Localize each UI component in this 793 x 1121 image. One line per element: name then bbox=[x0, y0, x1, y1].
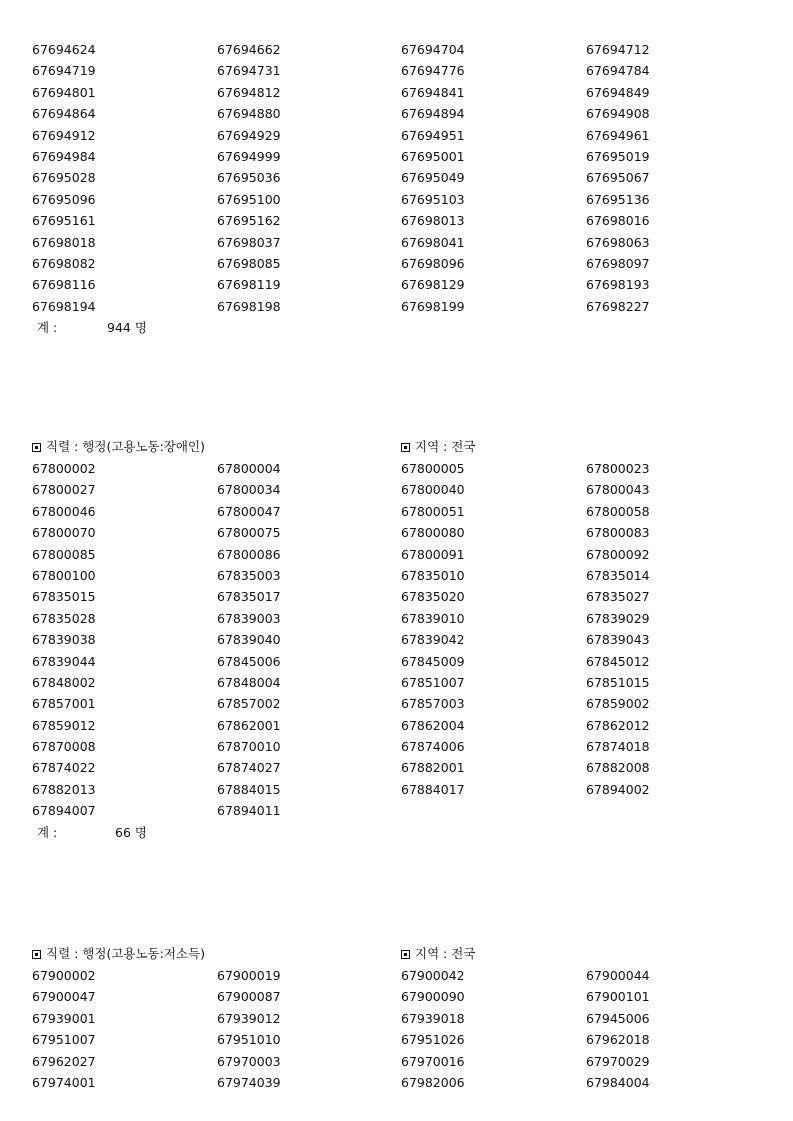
id-cell: 67695136 bbox=[586, 191, 650, 207]
id-cell: 67695162 bbox=[217, 213, 281, 229]
id-cell: 67694662 bbox=[217, 42, 281, 57]
id-row bbox=[32, 779, 772, 800]
series-label: 직렬 : 행정(고용노동:장애인) bbox=[46, 439, 205, 454]
id-cell: 67894011 bbox=[217, 803, 281, 819]
id-cell: 67698013 bbox=[401, 213, 465, 229]
id-cell: 67839010 bbox=[401, 610, 465, 626]
id-cell: 67882013 bbox=[32, 781, 96, 797]
id-cell: 67970029 bbox=[586, 1053, 650, 1069]
id-cell: 67800100 bbox=[32, 567, 96, 583]
id-cell: 67800023 bbox=[586, 461, 650, 476]
id-cell: 67698096 bbox=[401, 255, 465, 271]
id-row bbox=[32, 693, 772, 714]
roster-section-2 bbox=[32, 436, 772, 843]
id-cell: 67900044 bbox=[586, 968, 650, 983]
id-cell: 67695001 bbox=[401, 148, 465, 164]
id-row bbox=[32, 210, 772, 231]
id-row bbox=[32, 1029, 772, 1050]
id-cell: 67698227 bbox=[586, 298, 650, 314]
id-row bbox=[32, 715, 772, 736]
id-cell: 67982006 bbox=[401, 1074, 465, 1090]
id-cell: 67800080 bbox=[401, 525, 465, 541]
id-cell: 67835014 bbox=[586, 567, 650, 583]
id-row bbox=[32, 274, 772, 295]
id-cell: 67900002 bbox=[32, 968, 96, 983]
id-row bbox=[32, 608, 772, 629]
series-heading bbox=[32, 436, 205, 458]
id-cell: 67694731 bbox=[217, 63, 281, 79]
id-cell: 67800043 bbox=[586, 482, 650, 498]
id-row bbox=[32, 522, 772, 543]
id-row bbox=[32, 1072, 772, 1093]
id-cell: 67894002 bbox=[586, 781, 650, 797]
id-row bbox=[32, 1051, 772, 1072]
id-cell: 67800051 bbox=[401, 503, 465, 519]
square-bullet-icon bbox=[32, 950, 41, 959]
id-cell: 67698016 bbox=[586, 213, 650, 229]
id-row bbox=[32, 501, 772, 522]
id-row bbox=[32, 60, 772, 81]
roster-section-1 bbox=[32, 39, 772, 338]
id-cell: 67694912 bbox=[32, 127, 96, 143]
section-header bbox=[32, 436, 772, 458]
id-row bbox=[32, 125, 772, 146]
id-cell: 67857002 bbox=[217, 696, 281, 712]
id-cell: 67839044 bbox=[32, 653, 96, 669]
id-cell: 67694929 bbox=[217, 127, 281, 143]
id-cell: 67835028 bbox=[32, 610, 96, 626]
id-cell: 67884017 bbox=[401, 781, 465, 797]
id-cell: 67862012 bbox=[586, 717, 650, 733]
id-cell: 67900087 bbox=[217, 989, 281, 1005]
id-cell: 67870010 bbox=[217, 739, 281, 755]
id-cell: 67694712 bbox=[586, 42, 650, 57]
total-label: 계 : bbox=[37, 320, 58, 336]
id-cell: 67800086 bbox=[217, 546, 281, 562]
id-cell: 67859002 bbox=[586, 696, 650, 712]
id-cell: 67694951 bbox=[401, 127, 465, 143]
id-cell: 67845006 bbox=[217, 653, 281, 669]
total-label: 계 : bbox=[37, 824, 58, 840]
total-line bbox=[32, 317, 772, 338]
series-heading bbox=[32, 943, 205, 965]
id-cell: 67800070 bbox=[32, 525, 96, 541]
id-row bbox=[32, 651, 772, 672]
id-cell: 67694812 bbox=[217, 84, 281, 100]
id-cell: 67970016 bbox=[401, 1053, 465, 1069]
id-cell: 67694984 bbox=[32, 148, 96, 164]
id-cell: 67835015 bbox=[32, 589, 96, 605]
square-bullet-icon bbox=[401, 443, 410, 452]
id-cell: 67839040 bbox=[217, 632, 281, 648]
id-cell: 67695161 bbox=[32, 213, 96, 229]
id-cell: 67951026 bbox=[401, 1032, 465, 1048]
id-cell: 67874006 bbox=[401, 739, 465, 755]
id-cell: 67874027 bbox=[217, 760, 281, 776]
id-cell: 67845009 bbox=[401, 653, 465, 669]
id-cell: 67848002 bbox=[32, 674, 96, 690]
id-cell: 67694999 bbox=[217, 148, 281, 164]
id-cell: 67900101 bbox=[586, 989, 650, 1005]
id-cell: 67698018 bbox=[32, 234, 96, 250]
id-cell: 67800040 bbox=[401, 482, 465, 498]
id-cell: 67800085 bbox=[32, 546, 96, 562]
id-cell: 67839003 bbox=[217, 610, 281, 626]
id-row bbox=[32, 629, 772, 650]
id-cell: 67698198 bbox=[217, 298, 281, 314]
id-cell: 67695103 bbox=[401, 191, 465, 207]
id-row bbox=[32, 296, 772, 317]
id-cell: 67962018 bbox=[586, 1032, 650, 1048]
id-grid bbox=[32, 965, 772, 1093]
region-heading bbox=[401, 943, 475, 965]
id-cell: 67694776 bbox=[401, 63, 465, 79]
id-row bbox=[32, 253, 772, 274]
square-bullet-icon bbox=[32, 443, 41, 452]
id-cell: 67698119 bbox=[217, 277, 281, 293]
total-count: 944 명 bbox=[107, 320, 147, 336]
id-cell: 67800004 bbox=[217, 461, 281, 476]
id-cell: 67835027 bbox=[586, 589, 650, 605]
id-cell: 67698097 bbox=[586, 255, 650, 271]
region-label: 지역 : 전국 bbox=[415, 439, 476, 454]
region-heading bbox=[401, 436, 475, 458]
id-grid bbox=[32, 39, 772, 317]
id-cell: 67874022 bbox=[32, 760, 96, 776]
id-cell: 67695036 bbox=[217, 170, 281, 186]
id-cell: 67962027 bbox=[32, 1053, 96, 1069]
id-cell: 67694908 bbox=[586, 106, 650, 122]
id-cell: 67694704 bbox=[401, 42, 465, 57]
id-cell: 67800092 bbox=[586, 546, 650, 562]
id-row bbox=[32, 586, 772, 607]
id-row bbox=[32, 458, 772, 479]
id-cell: 67900090 bbox=[401, 989, 465, 1005]
id-cell: 67900042 bbox=[401, 968, 465, 983]
section-header bbox=[32, 943, 772, 965]
id-cell: 67694864 bbox=[32, 106, 96, 122]
id-cell: 67800091 bbox=[401, 546, 465, 562]
id-cell: 67900047 bbox=[32, 989, 96, 1005]
roster-section-3 bbox=[32, 943, 772, 1093]
id-cell: 67870008 bbox=[32, 739, 96, 755]
id-cell: 67835010 bbox=[401, 567, 465, 583]
id-row bbox=[32, 82, 772, 103]
id-cell: 67800034 bbox=[217, 482, 281, 498]
id-cell: 67839043 bbox=[586, 632, 650, 648]
id-row bbox=[32, 103, 772, 124]
id-row bbox=[32, 565, 772, 586]
id-cell: 67857001 bbox=[32, 696, 96, 712]
id-cell: 67800027 bbox=[32, 482, 96, 498]
square-bullet-icon bbox=[401, 950, 410, 959]
id-cell: 67848004 bbox=[217, 674, 281, 690]
id-row bbox=[32, 189, 772, 210]
id-cell: 67698063 bbox=[586, 234, 650, 250]
id-cell: 67900019 bbox=[217, 968, 281, 983]
id-row bbox=[32, 146, 772, 167]
id-cell: 67894007 bbox=[32, 803, 96, 819]
id-row bbox=[32, 479, 772, 500]
id-cell: 67698085 bbox=[217, 255, 281, 271]
id-cell: 67835017 bbox=[217, 589, 281, 605]
id-cell: 67698041 bbox=[401, 234, 465, 250]
id-row bbox=[32, 1008, 772, 1029]
id-cell: 67695028 bbox=[32, 170, 96, 186]
id-cell: 67800002 bbox=[32, 461, 96, 476]
id-cell: 67951007 bbox=[32, 1032, 96, 1048]
id-cell: 67694784 bbox=[586, 63, 650, 79]
id-cell: 67839029 bbox=[586, 610, 650, 626]
id-cell: 67857003 bbox=[401, 696, 465, 712]
id-cell: 67698199 bbox=[401, 298, 465, 314]
id-cell: 67882001 bbox=[401, 760, 465, 776]
id-row bbox=[32, 757, 772, 778]
id-cell: 67800083 bbox=[586, 525, 650, 541]
id-cell: 67939018 bbox=[401, 1010, 465, 1026]
id-cell: 67874018 bbox=[586, 739, 650, 755]
id-cell: 67800046 bbox=[32, 503, 96, 519]
id-cell: 67939001 bbox=[32, 1010, 96, 1026]
id-cell: 67851015 bbox=[586, 674, 650, 690]
id-cell: 67694801 bbox=[32, 84, 96, 100]
id-cell: 67694624 bbox=[32, 42, 96, 57]
id-cell: 67695019 bbox=[586, 148, 650, 164]
id-cell: 67698194 bbox=[32, 298, 96, 314]
id-cell: 67694894 bbox=[401, 106, 465, 122]
id-row bbox=[32, 736, 772, 757]
total-count: 66 명 bbox=[115, 824, 147, 840]
id-cell: 67974001 bbox=[32, 1074, 96, 1090]
id-cell: 67800047 bbox=[217, 503, 281, 519]
id-cell: 67939012 bbox=[217, 1010, 281, 1026]
id-cell: 67695049 bbox=[401, 170, 465, 186]
id-cell: 67845012 bbox=[586, 653, 650, 669]
id-cell: 67862001 bbox=[217, 717, 281, 733]
id-cell: 67851007 bbox=[401, 674, 465, 690]
id-cell: 67694961 bbox=[586, 127, 650, 143]
id-cell: 67695067 bbox=[586, 170, 650, 186]
id-cell: 67694719 bbox=[32, 63, 96, 79]
id-cell: 67698193 bbox=[586, 277, 650, 293]
id-cell: 67859012 bbox=[32, 717, 96, 733]
id-row bbox=[32, 232, 772, 253]
id-cell: 67800058 bbox=[586, 503, 650, 519]
id-cell: 67694849 bbox=[586, 84, 650, 100]
id-grid bbox=[32, 458, 772, 822]
id-row bbox=[32, 986, 772, 1007]
id-cell: 67800005 bbox=[401, 461, 465, 476]
id-row bbox=[32, 800, 772, 821]
id-cell: 67984004 bbox=[586, 1074, 650, 1090]
id-cell: 67694880 bbox=[217, 106, 281, 122]
id-row bbox=[32, 965, 772, 986]
id-cell: 67862004 bbox=[401, 717, 465, 733]
id-cell: 67945006 bbox=[586, 1010, 650, 1026]
id-cell: 67698116 bbox=[32, 277, 96, 293]
id-row bbox=[32, 544, 772, 565]
id-cell: 67800075 bbox=[217, 525, 281, 541]
id-cell: 67839038 bbox=[32, 632, 96, 648]
id-row bbox=[32, 672, 772, 693]
id-cell: 67974039 bbox=[217, 1074, 281, 1090]
id-cell: 67839042 bbox=[401, 632, 465, 648]
id-row bbox=[32, 39, 772, 60]
id-cell: 67835020 bbox=[401, 589, 465, 605]
id-cell: 67698129 bbox=[401, 277, 465, 293]
id-cell: 67884015 bbox=[217, 781, 281, 797]
id-cell: 67695100 bbox=[217, 191, 281, 207]
id-row bbox=[32, 167, 772, 188]
id-cell: 67698037 bbox=[217, 234, 281, 250]
region-label: 지역 : 전국 bbox=[415, 946, 476, 961]
total-line bbox=[32, 822, 772, 843]
id-cell: 67835003 bbox=[217, 567, 281, 583]
id-cell: 67882008 bbox=[586, 760, 650, 776]
id-cell: 67694841 bbox=[401, 84, 465, 100]
id-cell: 67951010 bbox=[217, 1032, 281, 1048]
id-cell: 67695096 bbox=[32, 191, 96, 207]
id-cell: 67970003 bbox=[217, 1053, 281, 1069]
series-label: 직렬 : 행정(고용노동:저소득) bbox=[46, 946, 205, 961]
id-cell: 67698082 bbox=[32, 255, 96, 271]
